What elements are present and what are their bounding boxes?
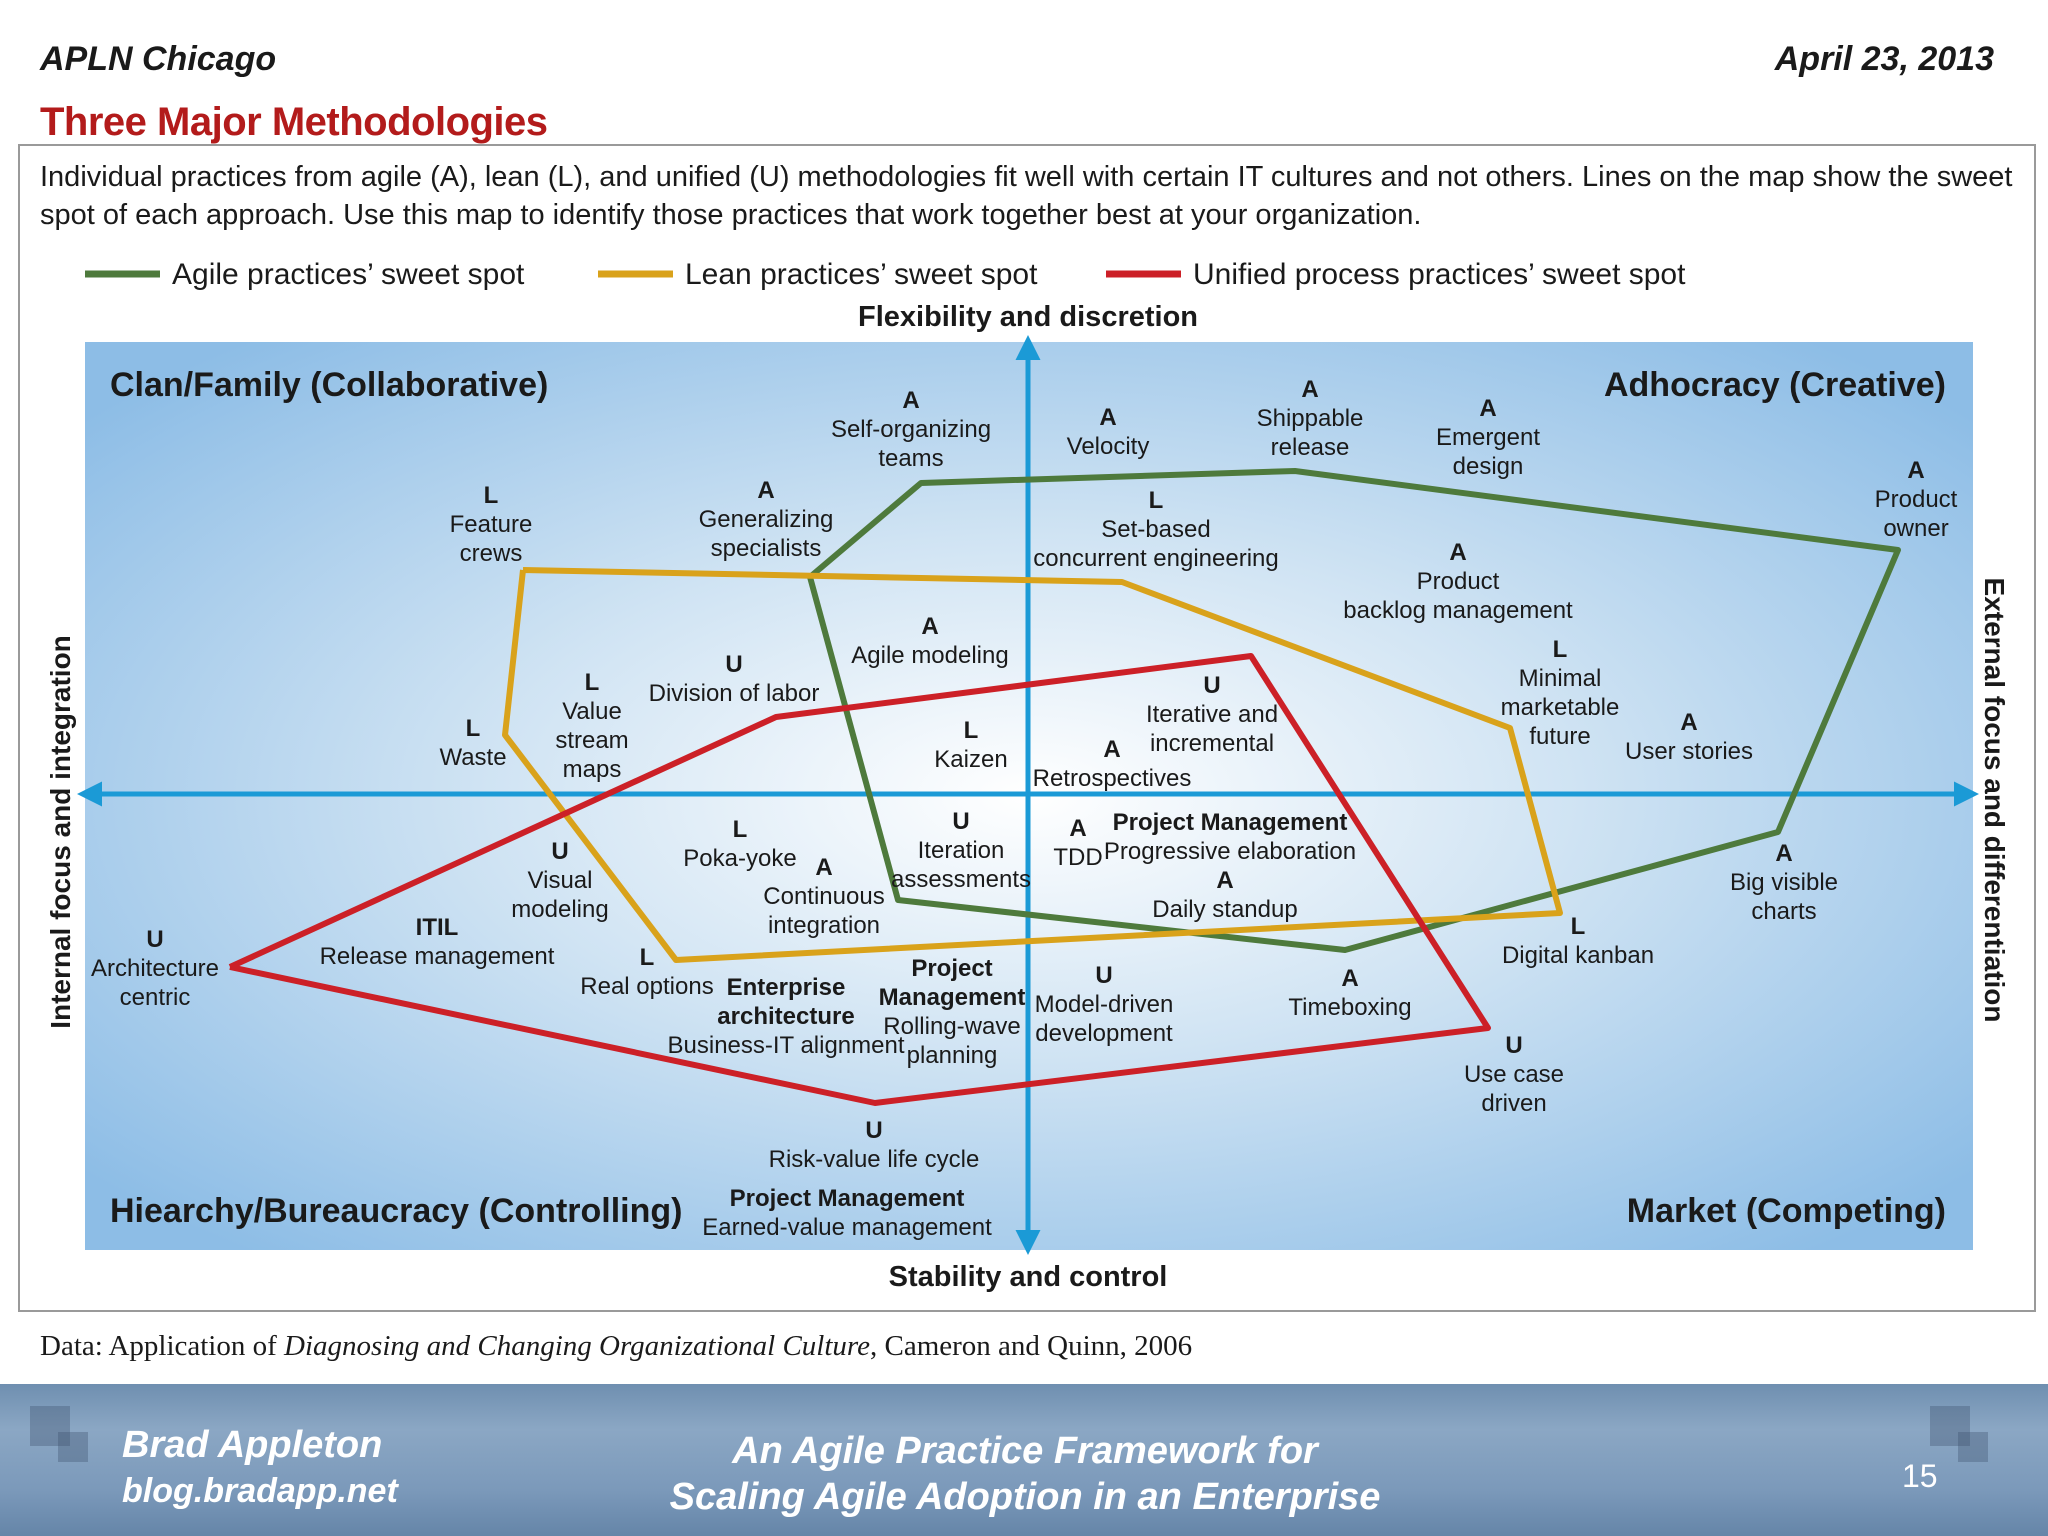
practice-label-line: U: [1203, 672, 1221, 699]
slide-title: Three Major Methodologies: [40, 100, 548, 144]
practice-label-line: assessments: [890, 866, 1032, 893]
practice-label-line: concurrent engineering: [1033, 545, 1279, 572]
quadrant-top-left: Clan/Family (Collaborative): [110, 366, 549, 404]
footer-title-line-2: Scaling Agile Adoption in an Enterprise: [669, 1476, 1381, 1518]
practice-label-line: Waste: [439, 744, 507, 771]
practice-label-line: planning: [906, 1042, 998, 1069]
practice-label-line: Feature: [449, 511, 533, 538]
practice-label-line: Project Management: [1112, 809, 1348, 836]
practice-label-line: teams: [878, 445, 944, 472]
legend: [85, 258, 1686, 291]
practice-label-line: Earned-value management: [702, 1214, 992, 1241]
footer-blog: blog.bradapp.net: [122, 1472, 398, 1510]
footer-presentation-title: [640, 1428, 1410, 1520]
practice-label-line: Iteration: [917, 837, 1005, 864]
source-citation: [40, 1330, 1192, 1363]
practice-label-line: Progressive elaboration: [1103, 838, 1357, 865]
quadrant-top-right: Adhocracy (Creative): [1603, 366, 1946, 404]
legend-label-unified: Unified process practices’ sweet spot: [1193, 258, 1686, 291]
legend-label-agile: Agile practices’ sweet spot: [172, 258, 525, 291]
practice-label-line: A: [1775, 840, 1793, 867]
practice-label-line: L: [639, 944, 655, 971]
practice-label-line: Continuous: [763, 883, 885, 910]
footer-decor-square: [1958, 1432, 1988, 1462]
practice-label-line: Shippable: [1256, 405, 1364, 432]
practice-label-line: Division of labor: [648, 680, 820, 707]
axis-label-right: External focus and differentiation: [1979, 577, 2010, 1023]
practice-label-line: A: [921, 613, 939, 640]
practice-label-line: Poka-yoke: [683, 845, 797, 872]
practice-label-line: Value: [562, 698, 622, 725]
practice-label-line: L: [1570, 913, 1586, 940]
practice-label-line: development: [1035, 1020, 1173, 1047]
practice-label-line: release: [1270, 434, 1350, 461]
practice-label-line: Enterprise: [726, 974, 846, 1001]
practice-label-line: architecture: [717, 1003, 855, 1030]
axis-label-top: Flexibility and discretion: [857, 301, 1199, 333]
practice-label-line: A: [1479, 395, 1497, 422]
practice-label-line: A: [1069, 815, 1087, 842]
practice-label-line: charts: [1751, 898, 1817, 925]
practice-label-line: L: [465, 715, 481, 742]
practice-label-line: A: [1099, 404, 1117, 431]
practice-label-line: Product: [1874, 486, 1958, 513]
practice-label-line: L: [1148, 487, 1164, 514]
practice-label-line: Generalizing: [698, 506, 834, 533]
practice-label-line: Management: [878, 984, 1026, 1011]
quadrant-bottom-right: Market (Competing): [1626, 1192, 1946, 1230]
practice-label-line: Big visible: [1729, 869, 1839, 896]
practice-label-line: U: [146, 926, 164, 953]
practice-label-line: Minimal: [1518, 665, 1602, 692]
practice-label-line: Velocity: [1066, 433, 1150, 460]
practice-label-line: A: [757, 477, 775, 504]
practice-label-line: A: [1907, 457, 1925, 484]
practice-label-line: A: [902, 387, 920, 414]
practice-label-line: Timeboxing: [1288, 994, 1412, 1021]
axis-label-left: Internal focus and integration: [45, 635, 76, 1029]
practice-label-line: Use case: [1463, 1061, 1565, 1088]
practice-label-line: Business-IT alignment: [667, 1032, 905, 1059]
practice-label-line: modeling: [511, 896, 609, 923]
practice-label-line: A: [1301, 376, 1319, 403]
practice-label-line: U: [551, 838, 569, 865]
practice-label-line: U: [952, 808, 970, 835]
source-book-title: Diagnosing and Changing Organizational Culture: [284, 1330, 870, 1362]
practice-label-line: Iterative and: [1145, 701, 1279, 728]
practice-label-line: Architecture: [90, 955, 220, 982]
practice-label-line: owner: [1883, 515, 1949, 542]
header-left: APLN Chicago: [40, 40, 277, 78]
practice-label-line: A: [1449, 539, 1467, 566]
practice-label-line: L: [584, 669, 600, 696]
practice-label-line: U: [725, 651, 743, 678]
practice-label-line: maps: [562, 756, 622, 783]
practice-label-line: L: [963, 717, 979, 744]
practice-label-line: centric: [119, 984, 191, 1011]
footer-decor-square: [58, 1432, 88, 1462]
practice-label-line: U: [1505, 1032, 1523, 1059]
practice-label-line: Project Management: [729, 1185, 965, 1212]
practice-label-line: future: [1529, 723, 1591, 750]
practice-label-line: Daily standup: [1152, 896, 1298, 923]
practice-label-line: User stories: [1624, 738, 1754, 765]
axis-label-bottom: Stability and control: [888, 1261, 1168, 1293]
quadrant-bottom-left: Hiearchy/Bureaucracy (Controlling): [110, 1192, 683, 1230]
figure-intro: Individual practices from agile (A), lean (L), and unified (U) methodologies fit well with certain IT cultures and not others. Lines on the map show the sweet spot of each approach. Use this map to identify those practices that work together best at your organization.: [40, 161, 2013, 231]
practice-label-line: L: [483, 482, 499, 509]
practice-label-line: backlog management: [1343, 597, 1573, 624]
practice-label-line: Risk-value life cycle: [768, 1146, 980, 1173]
practice-label-line: Release management: [319, 943, 555, 970]
practice-label-line: A: [1680, 709, 1698, 736]
page-number: 15: [1902, 1458, 1938, 1494]
practice-label-line: Visual: [527, 867, 593, 894]
practice-label-line: driven: [1481, 1090, 1547, 1117]
practice-label-line: Project: [911, 955, 993, 982]
practice-label-line: Digital kanban: [1501, 942, 1655, 969]
practice-label-line: Real options: [580, 973, 714, 1000]
source-prefix: Data: Application of: [40, 1330, 285, 1362]
practice-label-line: U: [1095, 962, 1113, 989]
footer-author: Brad Appleton: [122, 1424, 383, 1466]
practice-label-line: ITIL: [415, 914, 459, 941]
practice-label-line: incremental: [1149, 730, 1275, 757]
practice-label-line: Kaizen: [934, 746, 1008, 773]
practice-label-line: Self-organizing: [830, 416, 992, 443]
practice-label-line: integration: [767, 912, 881, 939]
header-date: April 23, 2013: [1774, 40, 1994, 78]
practice-label-line: stream: [555, 727, 629, 754]
practice-label-line: A: [1341, 965, 1359, 992]
practice-label-line: Retrospectives: [1032, 765, 1192, 792]
practice-label-line: Emergent: [1435, 424, 1541, 451]
practice-label-line: A: [1216, 867, 1234, 894]
practice-label-line: specialists: [710, 535, 822, 562]
practice-label-line: U: [865, 1117, 883, 1144]
practice-label-line: Product: [1416, 568, 1500, 595]
footer-title-line-1: An Agile Practice Framework for: [732, 1430, 1318, 1472]
practice-label-line: L: [732, 816, 748, 843]
practice-label-line: design: [1452, 453, 1524, 480]
practice-label-line: Model-driven: [1034, 991, 1174, 1018]
practice-label-line: Agile modeling: [851, 642, 1009, 669]
practice-label-line: marketable: [1500, 694, 1620, 721]
practice-label-line: L: [1552, 636, 1568, 663]
practice-label-line: TDD: [1053, 844, 1103, 871]
practice-label-line: Rolling-wave: [883, 1013, 1021, 1040]
legend-label-lean: Lean practices’ sweet spot: [685, 258, 1038, 291]
practice-label-line: A: [815, 854, 833, 881]
source-suffix: , Cameron and Quinn, 2006: [869, 1330, 1193, 1362]
practice-label-line: Set-based: [1101, 516, 1211, 543]
practice-label-line: crews: [459, 540, 523, 567]
practice-label-line: A: [1103, 736, 1121, 763]
